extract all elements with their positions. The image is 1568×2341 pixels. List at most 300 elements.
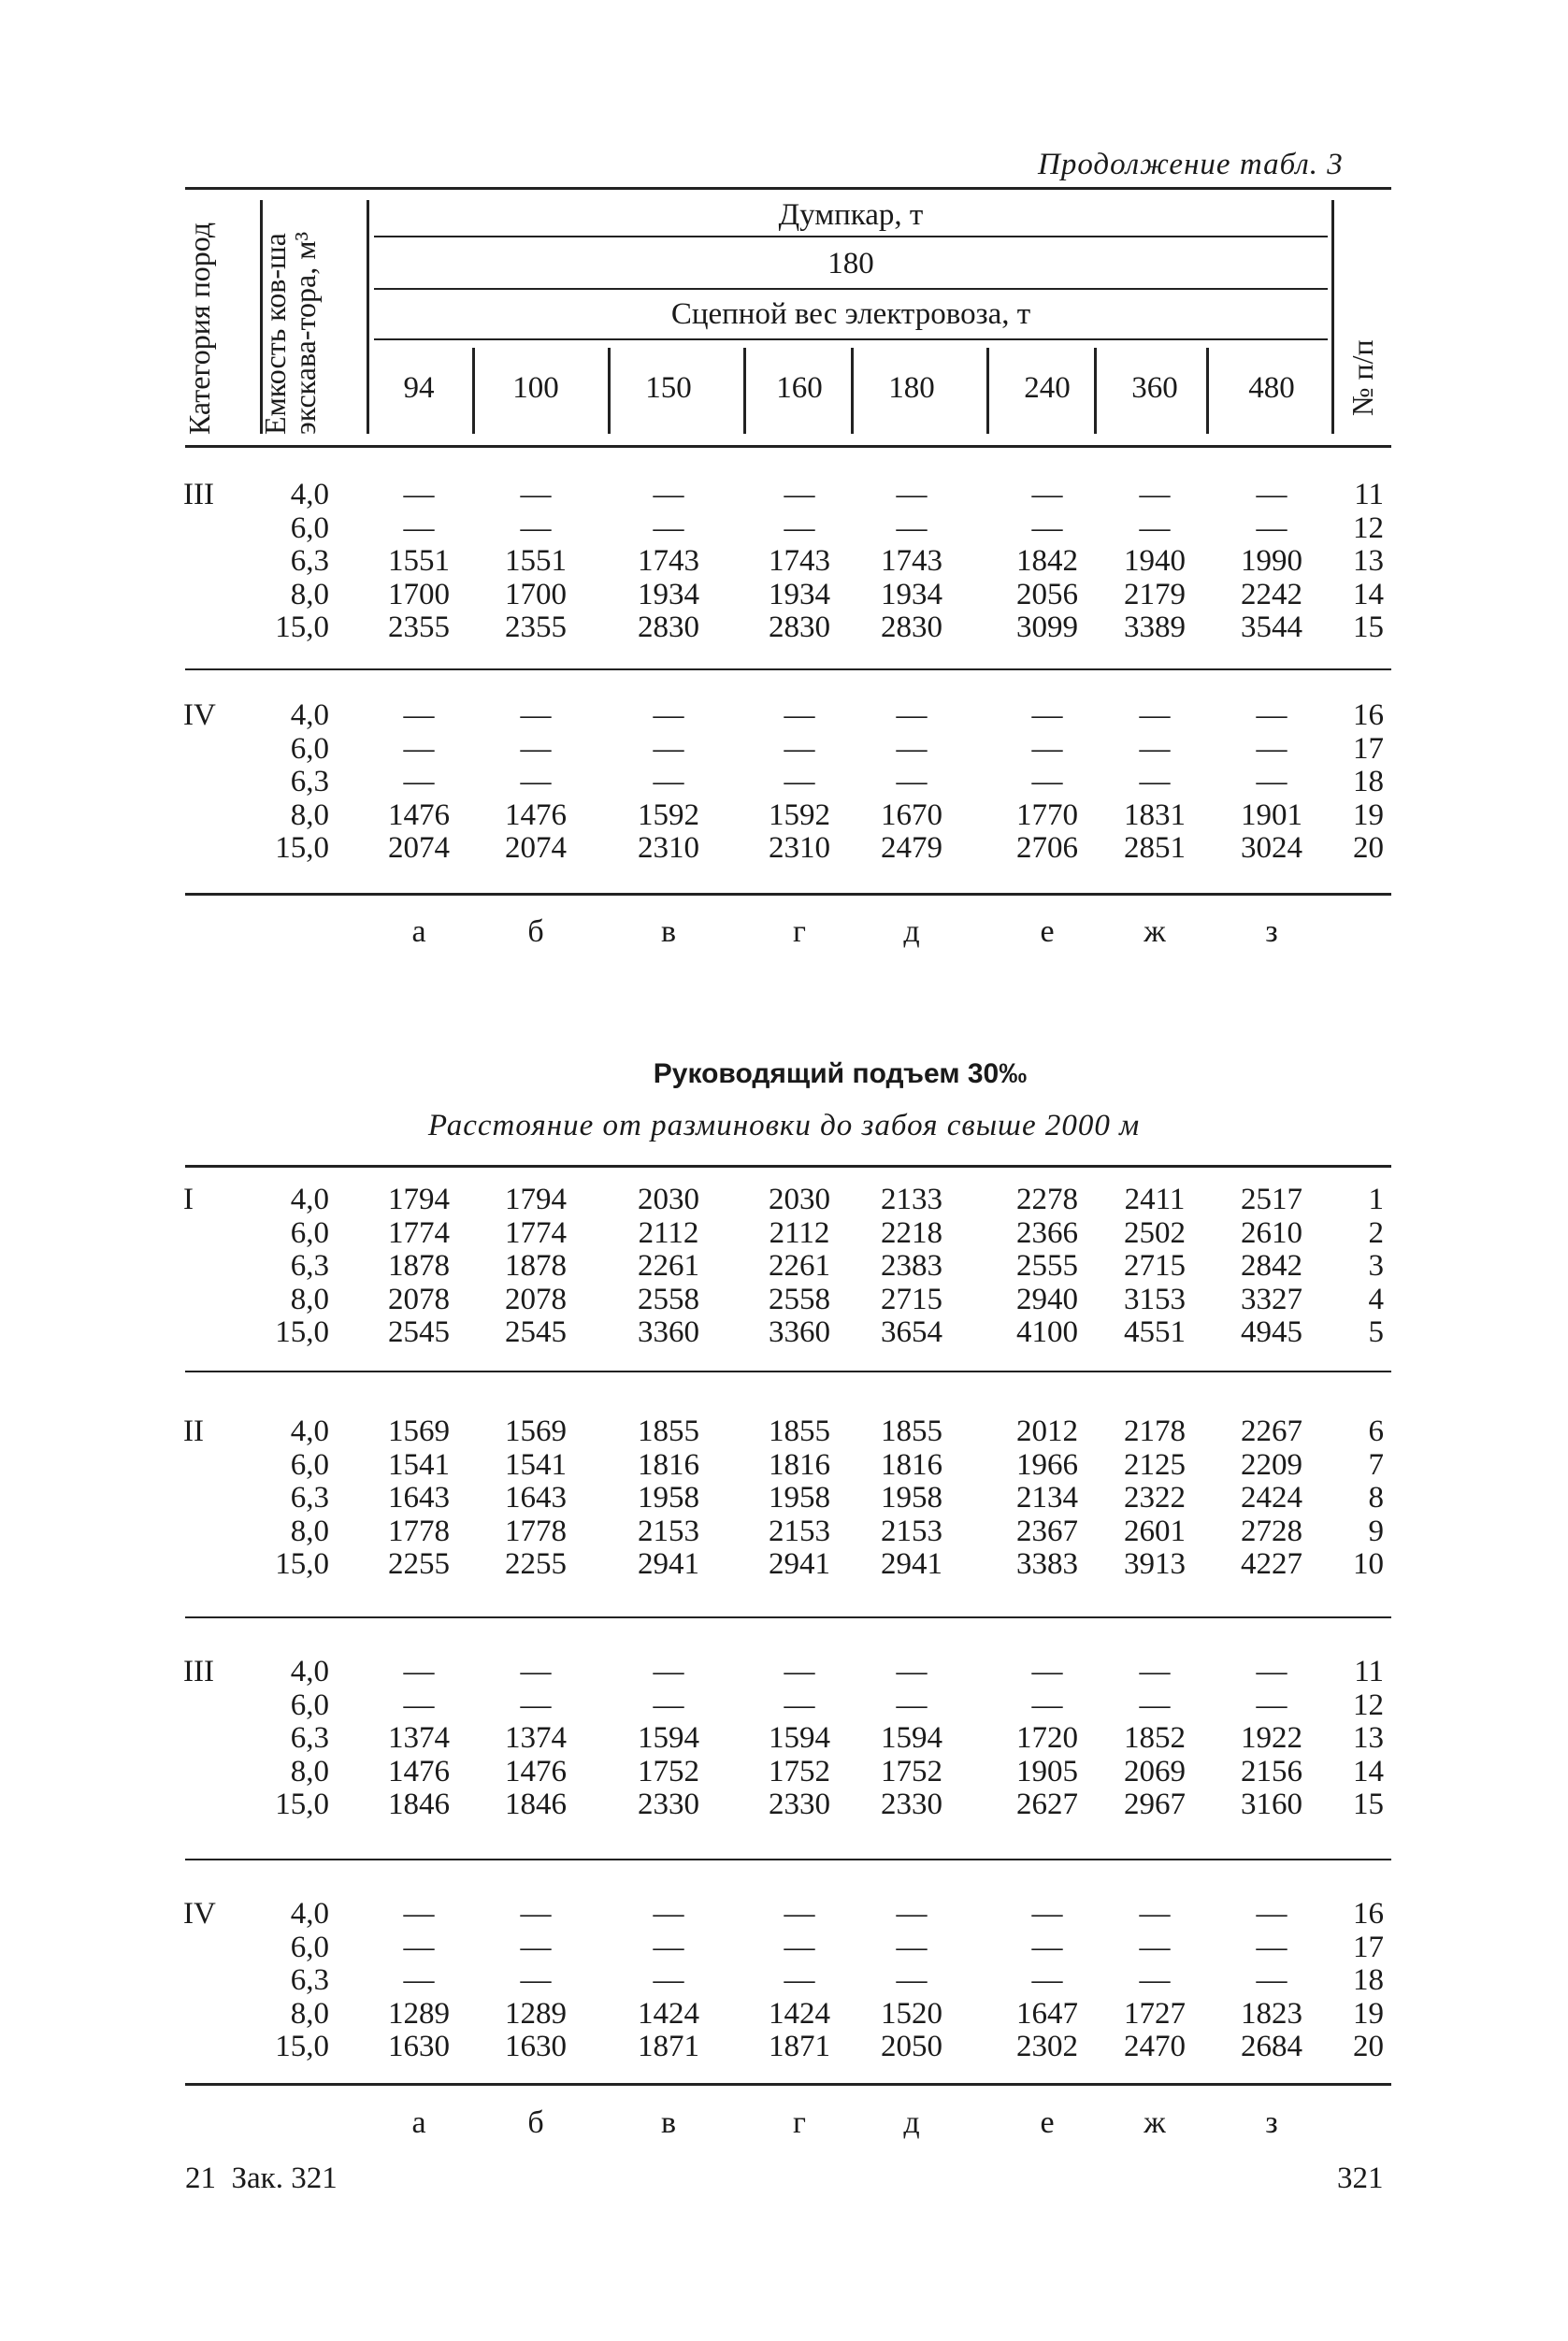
table-cell: 2941 [638,1547,699,1581]
table-cell: — [520,1688,552,1722]
header-bottom-rule [185,445,1391,448]
table-cell: 1816 [881,1447,942,1482]
table-cell: — [1031,510,1063,545]
table-cell: — [403,1897,435,1931]
table-cell: — [653,478,684,511]
table-cell: 3360 [638,1315,699,1349]
value-column [748,1415,851,1582]
value-column [748,699,851,866]
table-cell: — [784,1688,815,1722]
table-cell: — [1139,1688,1171,1722]
table-cell: 2411 [1124,1183,1186,1216]
header-vline [1331,200,1334,434]
table-cell: 2967 [1124,1788,1186,1821]
table-cell: — [653,1963,684,1997]
table-cell: 2366 [1016,1215,1078,1250]
value-column [860,1415,963,1582]
table-cell: — [784,731,815,766]
table-cell: 1289 [388,1996,450,2031]
table-cell: — [403,731,435,766]
row-number: 1 [1368,1183,1384,1216]
table-cell: — [896,731,928,766]
value-column [484,1898,587,2064]
table-cell: 2012 [1016,1415,1078,1448]
table-cell: 3383 [1016,1547,1078,1581]
table-cell: 1855 [769,1415,830,1448]
weight-header: 360 [1131,371,1178,405]
table-cell: 1592 [638,797,699,832]
table2-top-rule [185,1165,1391,1168]
value-column [1220,1656,1323,1822]
row-number: 12 [1353,510,1384,545]
table-cell: 1743 [881,544,942,578]
capacity-value: 15,0 [275,1788,329,1821]
table-cell: — [1031,1688,1063,1722]
row-number: 19 [1353,797,1384,832]
value-column [1103,1656,1206,1822]
category-header: Категория пород [182,222,216,435]
table-cell: 1670 [881,797,942,832]
value-column [860,1184,963,1350]
table-cell: 2261 [638,1249,699,1283]
table-cell: 1520 [881,1996,942,2031]
table-cell: — [1256,698,1287,732]
table-cell: 2941 [881,1547,942,1581]
table-cell: 2078 [505,1282,567,1316]
table-cell: 1855 [638,1415,699,1448]
header-vline [1206,348,1209,434]
table-cell: — [1256,765,1287,798]
table-cell: — [653,765,684,798]
table-cell: 2830 [769,610,830,644]
category-label: III [183,478,214,511]
table-cell: — [896,1963,928,1997]
capacity-value: 6,3 [290,1721,329,1755]
continuation-title: Продолжение табл. 3 [1038,148,1344,181]
section-subtitle: Расстояние от разминовки до забоя свыше 2000 м [427,1109,1141,1142]
table-cell: — [520,765,552,798]
table-cell: 1476 [388,797,450,832]
value-column [748,479,851,645]
table-cell: 2601 [1124,1514,1186,1548]
table-cell: 1855 [881,1415,942,1448]
capacity-value: 15,0 [275,1547,329,1581]
table-cell: — [1031,765,1063,798]
capacity-value: 6,0 [290,1930,329,1964]
value-column [1103,1898,1206,2064]
table-cell: 1594 [638,1721,699,1755]
value-column [367,1656,470,1822]
value-column [367,699,470,866]
value-column [617,1184,720,1350]
table-cell: 3913 [1124,1547,1186,1581]
table-cell: 2078 [388,1282,450,1316]
table-cell: — [403,1655,435,1688]
t1-group [0,479,1568,647]
column-letter: д [903,914,920,949]
group-separator [185,668,1391,670]
row-number: 20 [1353,831,1384,865]
row-number: 20 [1353,2030,1384,2063]
value-column [367,1898,470,2064]
table-cell: — [1139,1655,1171,1688]
table-cell: 1374 [388,1721,450,1755]
table-cell: 2156 [1241,1754,1302,1788]
value-column [748,1184,851,1350]
table-cell: 1934 [638,577,699,611]
table-cell: — [896,478,928,511]
table-cell: 1720 [1016,1721,1078,1755]
table-cell: 3160 [1241,1788,1302,1821]
table-cell: — [1031,1930,1063,1964]
table-cell: 1878 [388,1249,450,1283]
column-letter: ж [1144,914,1166,949]
capacity-column [252,699,329,866]
table-cell: 2627 [1016,1788,1078,1821]
table-cell: — [1256,478,1287,511]
table-cell: 1630 [505,2030,567,2063]
table-cell: 1940 [1124,544,1186,578]
table-cell: 2133 [881,1183,942,1216]
table-cell: 1823 [1241,1996,1302,2031]
table-cell: 1871 [769,2030,830,2063]
table-cell: 1541 [388,1447,450,1482]
table-cell: — [896,1688,928,1722]
column-letters [0,914,1568,952]
capacity-value: 6,0 [290,731,329,766]
table-cell: — [1139,478,1171,511]
value-column [748,1898,851,2064]
table-cell: — [653,731,684,766]
table-cell: 1647 [1016,1996,1078,2031]
table-cell: 2940 [1016,1282,1078,1316]
capacity-column [252,479,329,645]
table-cell: 2558 [638,1282,699,1316]
table-cell: 1774 [505,1215,567,1250]
t2-group [0,1415,1568,1584]
table-cell: 4100 [1016,1315,1078,1349]
row-number: 8 [1368,1481,1384,1515]
table-cell: 1700 [388,577,450,611]
table-cell: — [1031,1963,1063,1997]
table-cell: — [1256,510,1287,545]
row-number-column [1309,1415,1384,1582]
table-cell: 2330 [769,1788,830,1821]
table-cell: — [403,510,435,545]
row-number: 16 [1353,1897,1384,1931]
table-cell: — [1139,1897,1171,1931]
value-column [1103,699,1206,866]
table-cell: 1990 [1241,544,1302,578]
table-cell: 2545 [388,1315,450,1349]
table-cell: — [653,1897,684,1931]
column-letter: г [793,2105,806,2140]
table-cell: 3099 [1016,610,1078,644]
row-number: 7 [1368,1447,1384,1482]
table-cell: — [1031,731,1063,766]
value-column [484,1656,587,1822]
column-letter: е [1040,2105,1055,2140]
table-cell: — [653,1688,684,1722]
row-number-column [1309,699,1384,866]
capacity-value: 6,0 [290,1215,329,1250]
table-cell: 4945 [1241,1315,1302,1349]
table-cell: 1794 [388,1183,450,1216]
table-cell: 1643 [505,1481,567,1515]
table-cell: 2056 [1016,577,1078,611]
category-label: I [183,1183,194,1216]
value-column [996,1656,1099,1822]
row-number-column [1309,1184,1384,1350]
table-cell: 4227 [1241,1547,1302,1581]
table-cell: 1476 [388,1754,450,1788]
table-cell: 1878 [505,1249,567,1283]
value-column [748,1656,851,1822]
value-column [860,699,963,866]
category-label: IV [183,698,216,732]
column-letter: з [1265,914,1278,949]
table-cell: 2715 [1124,1249,1186,1283]
value-column [1220,1184,1323,1350]
capacity-value: 15,0 [275,1315,329,1349]
table-cell: 2330 [881,1788,942,1821]
row-number: 15 [1353,610,1384,644]
table-cell: 2842 [1241,1249,1302,1283]
capacity-value: 6,3 [290,1481,329,1515]
table-cell: 1551 [505,544,567,578]
value-column [860,1656,963,1822]
table-cell: 2255 [505,1547,567,1581]
table-cell: 3389 [1124,610,1186,644]
value-column [996,1898,1099,2064]
header-rule-3 [374,338,1328,340]
table-cell: 3024 [1241,831,1302,865]
table-cell: — [1139,731,1171,766]
weight-header: 160 [776,371,823,405]
row-number: 5 [1368,1315,1384,1349]
row-number-column [1309,479,1384,645]
row-number: 14 [1353,1754,1384,1788]
table-cell: 1778 [505,1514,567,1548]
capacity-value: 4,0 [290,1183,329,1216]
table-cell: — [520,1655,552,1688]
table-top-rule [185,187,1391,190]
row-number-column [1309,1656,1384,1822]
table-cell: 1958 [638,1481,699,1515]
table-cell: — [1139,698,1171,732]
row-number: 14 [1353,577,1384,611]
table-cell: 2050 [881,2030,942,2063]
capacity-column [252,1656,329,1822]
table-cell: 2030 [769,1183,830,1216]
capacity-value: 6,3 [290,1963,329,1997]
table-cell: 2330 [638,1788,699,1821]
value-column [1220,1415,1323,1582]
value-column [1103,479,1206,645]
table-cell: — [784,698,815,732]
category-label: IV [183,1897,216,1931]
t1-group [0,699,1568,868]
table-cell: — [520,510,552,545]
table-cell: 1424 [769,1996,830,2031]
table-cell: 1966 [1016,1447,1078,1482]
capacity-value: 6,0 [290,1447,329,1482]
table-cell: 1846 [505,1788,567,1821]
table-cell: 1752 [638,1754,699,1788]
table-cell: — [784,1963,815,1997]
table-cell: 1774 [388,1215,450,1250]
table-cell: 1752 [881,1754,942,1788]
capacity-value: 8,0 [290,1754,329,1788]
table-cell: 2074 [505,831,567,865]
value-column [996,1415,1099,1582]
column-letter: д [903,2105,920,2140]
value-column [996,479,1099,645]
column-letter: в [660,2105,677,2140]
table-cell: 2310 [638,831,699,865]
header-rule-2 [374,288,1328,290]
table-cell: — [1256,1930,1287,1964]
table-cell: 2830 [638,610,699,644]
table-cell: 1476 [505,1754,567,1788]
table-cell: 1816 [638,1447,699,1482]
table-cell: — [784,765,815,798]
table-cell: — [896,1930,928,1964]
table-cell: 2470 [1124,2030,1186,2063]
table-cell: — [896,510,928,545]
table-cell: 2383 [881,1249,942,1283]
table-cell: — [520,698,552,732]
table-cell: 2367 [1016,1514,1078,1548]
table-cell: — [896,765,928,798]
row-number: 4 [1368,1282,1384,1316]
value-column [860,1898,963,2064]
column-letter: з [1265,2105,1278,2140]
header-rule-1 [374,236,1328,237]
table-cell: 1831 [1124,797,1186,832]
table-cell: 1630 [388,2030,450,2063]
table-cell: 1958 [769,1481,830,1515]
row-number: 10 [1353,1547,1384,1581]
table-cell: 4551 [1124,1315,1186,1349]
row-number: 18 [1353,765,1384,798]
value-column [617,1415,720,1582]
header-vline [851,348,854,434]
table-cell: — [520,478,552,511]
header-vline [743,348,746,434]
value-column [367,1184,470,1350]
capacity-column [252,1415,329,1582]
table-cell: — [403,1930,435,1964]
table-cell: 2302 [1016,2030,1078,2063]
table-cell: 1958 [881,1481,942,1515]
value-column [860,479,963,645]
table-cell: — [896,1897,928,1931]
row-number: 13 [1353,1721,1384,1755]
table-cell: — [784,1897,815,1931]
table-cell: 2267 [1241,1415,1302,1448]
table-cell: 1594 [881,1721,942,1755]
table-cell: 2134 [1016,1481,1078,1515]
weight-header: 100 [512,371,559,405]
table-cell: 3153 [1124,1282,1186,1316]
table-cell: 1592 [769,797,830,832]
group-separator [185,1859,1391,1860]
row-number: 17 [1353,731,1384,766]
capacity-value: 8,0 [290,1282,329,1316]
table-cell: 2125 [1124,1447,1186,1482]
table-cell: 1816 [769,1447,830,1482]
table-cell: — [896,1655,928,1688]
capacity-value: 15,0 [275,831,329,865]
column-letters [0,2105,1568,2143]
table-cell: 2545 [505,1315,567,1349]
value-column [1220,1898,1323,2064]
table-cell: — [896,698,928,732]
table-cell: 2310 [769,831,830,865]
row-number: 15 [1353,1788,1384,1821]
table-cell: 1852 [1124,1721,1186,1755]
table-cell: 1374 [505,1721,567,1755]
table-cell: — [1256,1963,1287,1997]
dumpcar-label: Думпкар, т [778,198,924,232]
table-cell: 1743 [769,544,830,578]
table-cell: — [1139,510,1171,545]
row-number: 17 [1353,1930,1384,1964]
table-cell: 2502 [1124,1215,1186,1250]
header-vline [472,348,475,434]
column-letter: б [527,2105,544,2140]
column-letter: е [1040,914,1055,949]
row-number-column [1309,1898,1384,2064]
column-letter: а [411,2105,426,2140]
capacity-value: 6,3 [290,1249,329,1283]
capacity-value: 4,0 [290,1415,329,1448]
capacity-value: 8,0 [290,1514,329,1548]
column-letter: а [411,914,426,949]
value-column [1103,1184,1206,1350]
row-number: 3 [1368,1249,1384,1283]
weight-header: 180 [888,371,935,405]
table-cell: 3360 [769,1315,830,1349]
table-cell: — [403,478,435,511]
value-column [996,1184,1099,1350]
table-cell: 1922 [1241,1721,1302,1755]
capacity-column [252,1898,329,2064]
table-cell: 2517 [1241,1183,1302,1216]
value-column [1220,699,1323,866]
capacity-value: 15,0 [275,610,329,644]
table-cell: — [1139,1963,1171,1997]
table-cell: 2558 [769,1282,830,1316]
table-cell: 2610 [1241,1215,1302,1250]
table-cell: — [653,1655,684,1688]
table-cell: — [784,478,815,511]
table-cell: 1934 [881,577,942,611]
value-column [617,1898,720,2064]
table-cell: — [1139,1930,1171,1964]
capacity-value: 4,0 [290,1897,329,1931]
table-cell: — [520,1963,552,1997]
table-cell: 1289 [505,1996,567,2031]
value-column [1103,1415,1206,1582]
weight-header: 240 [1024,371,1071,405]
table-cell: 1934 [769,577,830,611]
table-cell: 2479 [881,831,942,865]
page-number: 321 [1337,2161,1384,2195]
table-cell: 1794 [505,1183,567,1216]
table-cell: 1778 [388,1514,450,1548]
